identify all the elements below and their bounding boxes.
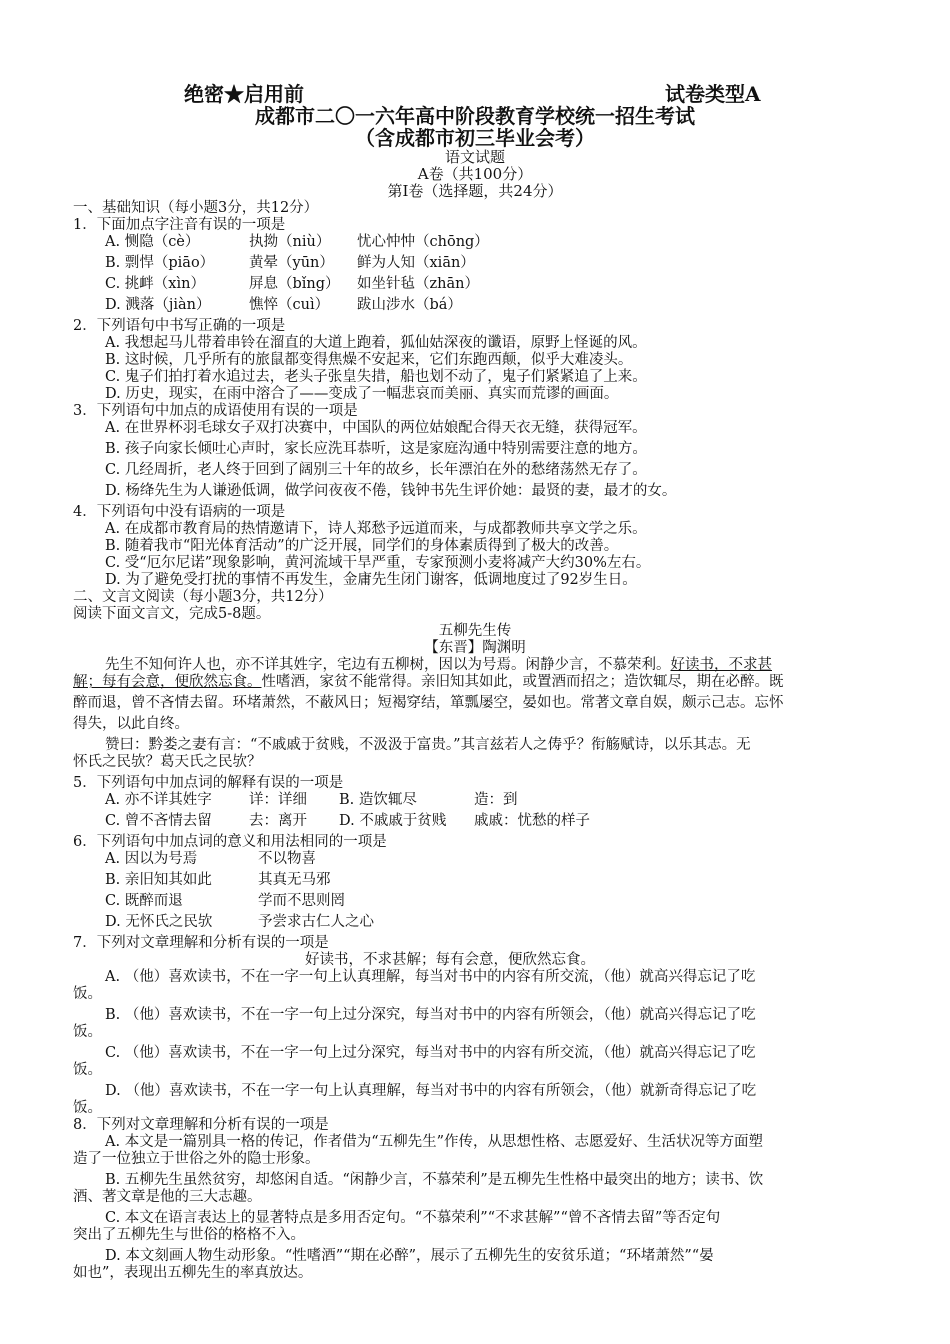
- exam-title: 成都市二〇一六年高中阶段教育学校统一招生考试: [255, 104, 695, 128]
- q3-stem: 3．下列语句中加点的成语使用有误的一项是: [73, 403, 358, 419]
- q1-option-c: C. 挑衅（xìn）: [105, 276, 205, 292]
- q5-c: C. 曾不吝情去留: [105, 813, 212, 829]
- passage-line-6: 怀氏之民欤？葛天氏之民欤？: [73, 754, 262, 770]
- q1-option-a-2: 执拗（niù）: [249, 234, 331, 250]
- q8-option-a: A. 本文是一篇别具一格的传记，作者借为“五柳先生”作传，从思想性格、志愿爱好、生活状况等方面塑: [105, 1134, 764, 1150]
- q4-option-a: A. 在成都市教育局的热情邀请下，诗人郑愁予远道而来，与成都教师共享文学之乐。: [105, 521, 647, 537]
- passage-line-3: 醉而退，曾不吝情去留。环堵萧然，不蔽风日；短褐穿结，箪瓢屡空，晏如也。常著文章自娱，颇示己志。忘怀: [73, 695, 784, 711]
- q7-option-a: A. （他）喜欢读书，不在一字一句上认真理解，每当对书中的内容有所交流，（他）就高兴得忘记了吃: [105, 969, 756, 985]
- section2-title: 二、文言文阅读（每小题3分，共12分）: [73, 589, 333, 605]
- q4-option-c: C. 受“厄尔尼诺”现象影响，黄河流域干旱严重，专家预测小麦将减产大约30%左右。: [105, 555, 651, 571]
- q5-a: A. 亦不详其姓字: [105, 792, 212, 808]
- q1-option-d-2: 憔悴（cuì）: [249, 297, 330, 313]
- q1-option-d-3: 跋山涉水（bá）: [357, 297, 462, 313]
- q1-option-b-2: 黄晕（yūn）: [249, 255, 334, 271]
- q6-b: B. 亲旧知其如此: [105, 872, 212, 888]
- q7-option-a-cont: 饭。: [73, 986, 102, 1002]
- section1-title: 一、基础知识（每小题3分，共12分）: [73, 200, 319, 216]
- q1-option-b: B. 剽悍（piāo）: [105, 255, 215, 271]
- q7-stem: 7．下列对文章理解和分析有误的一项是: [73, 935, 329, 951]
- q8-stem: 8．下列对文章理解和分析有误的一项是: [73, 1117, 329, 1133]
- q5-d: D. 不戚戚于贫贱: [339, 813, 447, 829]
- passage-title: 五柳先生传: [438, 623, 512, 639]
- q2-option-b: B. 这时候，几乎所有的旅鼠都变得焦燥不安起来，它们东跑西颠，似乎大难凌头。: [105, 352, 633, 368]
- q2-option-d: D. 历史，现实，在雨中溶合了——变成了一幅悲哀而美丽、真实而荒谬的画面。: [105, 386, 619, 402]
- q7-option-d-cont: 饭。: [73, 1100, 102, 1116]
- q6-b-2: 其真无马邪: [258, 872, 331, 888]
- q6-d-2: 予尝求古仁人之心: [258, 914, 374, 930]
- q4-option-d: D. 为了避免受打扰的事情不再发生，金庸先生闭门谢客，低调地度过了92岁生日。: [105, 572, 637, 588]
- q7-option-c-cont: 饭。: [73, 1062, 102, 1078]
- passage-line-4: 得失，以此自终。: [73, 716, 189, 732]
- paper-type-label: 试卷类型A: [665, 82, 761, 106]
- q5-a-gloss: 详：详细: [249, 792, 307, 808]
- underlined-quote: 好读书，不求甚: [670, 657, 772, 673]
- q5-c-gloss: 去：离开: [249, 813, 307, 829]
- q6-c: C. 既醉而退: [105, 893, 183, 909]
- q7-option-d: D. （他）喜欢读书，不在一字一句上认真理解，每当对书中的内容有所领会，（他）就新奇得忘记了吃: [105, 1083, 757, 1099]
- section2-intro: 阅读下面文言文，完成5-8题。: [73, 606, 271, 622]
- q6-stem: 6．下列语句中加点词的意义和用法相同的一项是: [73, 834, 387, 850]
- q2-option-c: C. 鬼子们拍打着水追过去，老头子张皇失措，船也划不动了，鬼子们紧紧追了上来。: [105, 369, 647, 385]
- q3-option-b: B. 孩子向家长倾吐心声时，家长应洗耳恭听，这是家庭沟通中特别需要注意的地方。: [105, 441, 647, 457]
- q5-d-gloss: 戚戚：忧愁的样子: [474, 813, 590, 829]
- q6-d: D. 无怀氏之民欤: [105, 914, 213, 930]
- q8-option-c: C. 本文在语言表达上的显著特点是多用否定句。“不慕荣利”“不求甚解”“曾不吝情去留”等否定句: [105, 1210, 721, 1226]
- passage-line-2: 解；每有会意，便欣然忘食。性嗜酒，家贫不能常得。亲旧知其如此，或置酒而招之；造饮辄尽，期在必醉。既: [73, 674, 784, 690]
- secret-label: 绝密★启用前: [184, 82, 304, 106]
- q2-option-a: A. 我想起马儿带着串铃在溜直的大道上跑着，狐仙姑深夜的谶语，原野上怪诞的风。: [105, 335, 647, 351]
- q7-option-b-cont: 饭。: [73, 1024, 102, 1040]
- q5-stem: 5．下列语句中加点词的解释有误的一项是: [73, 775, 344, 791]
- q7-option-c: C. （他）喜欢读书，不在一字一句上过分深究，每当对书中的内容有所交流，（他）就高兴得忘记了吃: [105, 1045, 756, 1061]
- exam-subtitle: （含成都市初三毕业会考）: [355, 126, 595, 150]
- q6-c-2: 学而不思则罔: [258, 893, 345, 909]
- q7-quote: 好读书，不求甚解；每有会意，便欣然忘食。: [305, 952, 595, 968]
- passage-author: 【东晋】陶渊明: [424, 640, 526, 656]
- q1-stem: 1．下面加点字注音有误的一项是: [73, 217, 286, 233]
- q1-option-d: D. 溅落（jiàn）: [105, 297, 211, 313]
- q8-option-a-cont: 造了一位独立于世俗之外的隐士形象。: [73, 1151, 320, 1167]
- volume-title: A卷（共100分）: [417, 165, 533, 183]
- part-title: 第Ⅰ卷（选择题，共24分）: [387, 182, 563, 200]
- q1-option-c-3: 如坐针毡（zhān）: [357, 276, 479, 292]
- q3-option-c: C. 几经周折，老人终于回到了阔别三十年的故乡，长年漂泊在外的愁绪荡然无存了。: [105, 462, 647, 478]
- q1-option-a: A. 恻隐（cè）: [105, 234, 200, 250]
- q3-option-a: A. 在世界杯羽毛球女子双打决赛中，中国队的两位姑娘配合得天衣无缝，获得冠军。: [105, 420, 647, 436]
- underlined-quote-cont: 解；每有会意，便欣然忘食。: [73, 674, 262, 690]
- q2-stem: 2．下列语句中书写正确的一项是: [73, 318, 286, 334]
- q8-option-b-cont: 酒、著文章是他的三大志趣。: [73, 1189, 262, 1205]
- q8-option-c-cont: 突出了五柳先生与世俗的格格不入。: [73, 1227, 305, 1243]
- q8-option-d: D. 本文刻画人物生动形象。“性嗜酒”“期在必醉”，展示了五柳先生的安贫乐道；“环堵萧然”“晏: [105, 1248, 714, 1264]
- q8-option-d-cont: 如也”，表现出五柳先生的率真放达。: [73, 1265, 313, 1281]
- q3-option-d: D. 杨绛先生为人谦逊低调，做学问夜夜不倦，钱钟书先生评价她：最贤的妻，最才的女。: [105, 483, 677, 499]
- q7-option-b: B. （他）喜欢读书，不在一字一句上过分深究，每当对书中的内容有所领会，（他）就高兴得忘记了吃: [105, 1007, 756, 1023]
- q4-option-b: B. 随着我市“阳光体育活动”的广泛开展，同学们的身体素质得到了极大的改善。: [105, 538, 619, 554]
- q8-option-b: B. 五柳先生虽然贫穷，却悠闲自适。“闲静少言，不慕荣利”是五柳先生性格中最突出的地方；读书、饮: [105, 1172, 764, 1188]
- q1-option-b-3: 鲜为人知（xiān）: [357, 255, 475, 271]
- subject-title: 语文试题: [444, 148, 505, 166]
- q5-b-gloss: 造：到: [474, 792, 518, 808]
- q1-option-c-2: 屏息（bǐng）: [249, 276, 340, 292]
- passage-line-1: 先生不知何许人也，亦不详其姓字，宅边有五柳树，因以为号焉。闲静少言，不慕荣利。好读书，不求甚: [105, 657, 772, 673]
- q1-option-a-3: 忧心忡忡（chōng）: [357, 234, 489, 250]
- q6-a: A. 因以为号焉: [105, 851, 198, 867]
- passage-line-5: 赞曰：黔娄之妻有言：“不戚戚于贫贱，不汲汲于富贵。”其言兹若人之俦乎？衔觞赋诗，以乐其志。无: [105, 737, 751, 753]
- q6-a-2: 不以物喜: [258, 851, 316, 867]
- q5-b: B. 造饮辄尽: [339, 792, 417, 808]
- q4-stem: 4．下列语句中没有语病的一项是: [73, 504, 286, 520]
